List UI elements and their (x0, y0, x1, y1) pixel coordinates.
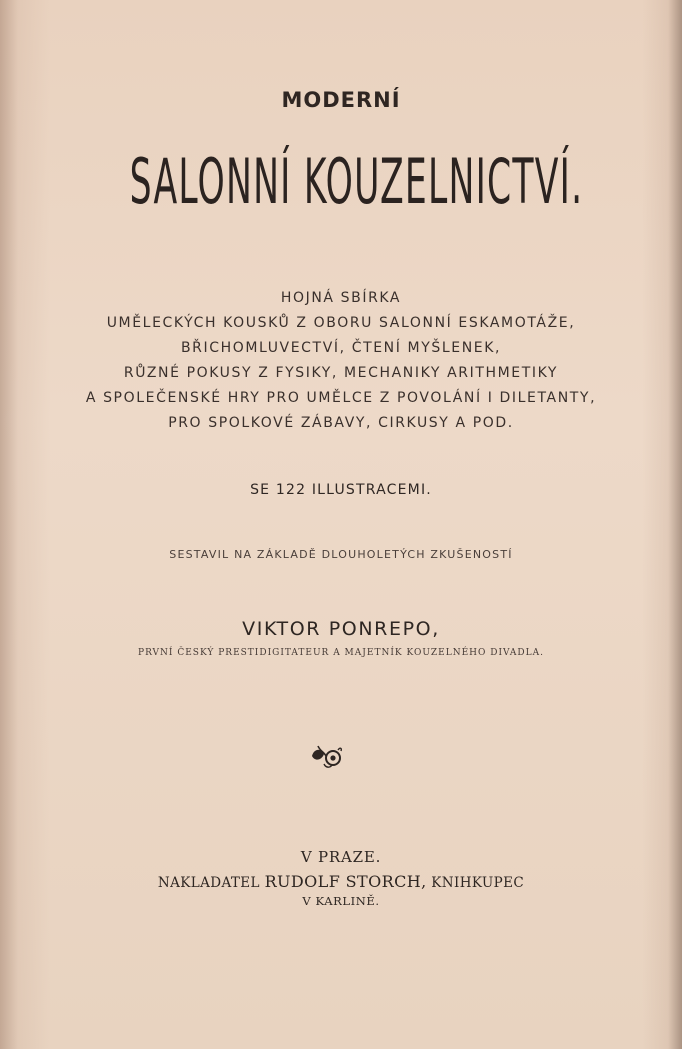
subtitle-line-3: BŘICHOMLUVECTVÍ, ČTENÍ MYŠLENEK, (180, 340, 502, 356)
publisher-suffix: KNIHKUPEC (431, 875, 525, 891)
imprint-location: V KARLINĚ. (302, 894, 380, 908)
illustrations-note: SE 122 ILLUSTRACEMI. (250, 482, 432, 498)
imprint-publisher (0, 872, 682, 891)
author-description: PRVNÍ ČESKÝ PRESTIDIGITATEUR A MAJETNÍK KOUZELNÉHO DIVADLA. (138, 648, 544, 658)
publisher-prefix: NAKLADATEL (157, 875, 260, 891)
main-title: SALONNÍ KOUZELNICTVÍ. (129, 145, 584, 218)
subtitle-line-5: A SPOLEČENSKÉ HRY PRO UMĚLCE Z POVOLÁNÍ I DILETANTY, (85, 390, 597, 406)
subtitle-line-2: UMĚLECKÝCH KOUSKŮ Z OBORU SALONNÍ ESKAMOTÁŽE, (106, 315, 576, 331)
compiled-by-note: SESTAVIL NA ZÁKLADĚ DLOUHOLETÝCH ZKUŠENOSTÍ (169, 548, 513, 561)
floral-ornament-icon (308, 742, 344, 770)
publisher-name: RUDOLF STORCH, (264, 872, 427, 891)
subtitle-line-4: RŮZNÉ POKUSY Z FYSIKY, MECHANIKY ARITHMETIKY (123, 365, 559, 381)
author-name: VIKTOR PONREPO, (242, 618, 440, 640)
pre-title: MODERNÍ (281, 88, 401, 112)
subtitle-line-6: PRO SPOLKOVÉ ZÁBAVY, CIRKUSY A POD. (168, 415, 514, 431)
imprint-place: V PRAZE. (300, 848, 382, 866)
subtitle-line-1: HOJNÁ SBÍRKA (280, 290, 402, 306)
